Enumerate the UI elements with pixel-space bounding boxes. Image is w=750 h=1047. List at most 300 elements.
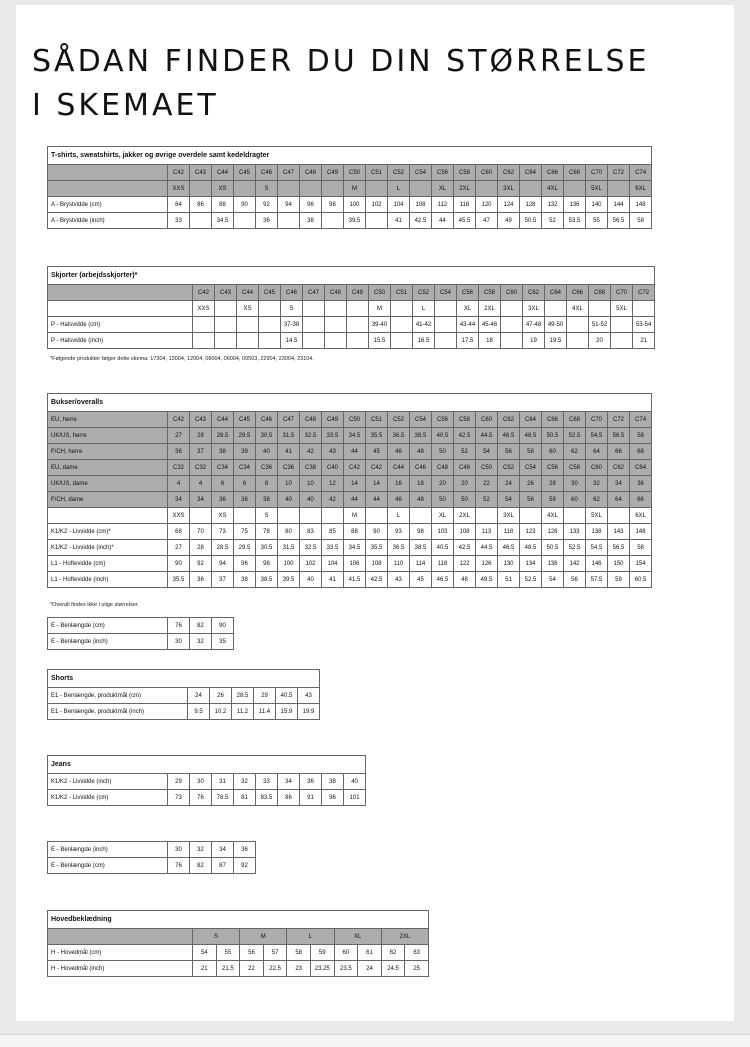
table-cell: C68 bbox=[589, 285, 611, 301]
table-cell bbox=[520, 508, 542, 524]
table-cell: 28.5 bbox=[212, 540, 234, 556]
table-cell: C68 bbox=[564, 412, 586, 428]
row-label: K1/K2 - Livvidde (cm)* bbox=[48, 524, 168, 540]
table-cell: 41 bbox=[388, 213, 410, 229]
table-cell: 58 bbox=[630, 428, 652, 444]
table-cell bbox=[391, 333, 413, 349]
table-row bbox=[48, 476, 652, 492]
table-cell: C48 bbox=[432, 460, 454, 476]
table-cell: C48 bbox=[454, 460, 476, 476]
table-row bbox=[48, 961, 429, 977]
table-cell: 114 bbox=[410, 556, 432, 572]
headwear-table bbox=[47, 910, 429, 977]
table-row bbox=[48, 945, 429, 961]
table-cell: 33 bbox=[168, 213, 190, 229]
table-cell: 2XL bbox=[479, 301, 501, 317]
table-cell: C60 bbox=[501, 285, 523, 301]
table-cell: 90 bbox=[366, 524, 388, 540]
table-cell: 15.5 bbox=[369, 333, 391, 349]
table-cell bbox=[322, 213, 344, 229]
table-cell: 116 bbox=[454, 197, 476, 213]
row-label: A - Brystvidde (inch) bbox=[48, 213, 168, 229]
table-cell: C42 bbox=[366, 460, 388, 476]
table-cell: 34 bbox=[168, 492, 190, 508]
table-cell: 94 bbox=[212, 556, 234, 572]
table-cell bbox=[234, 213, 256, 229]
row-label: K1/K2 - Livvidde (inch)* bbox=[48, 540, 168, 556]
table-heading-row bbox=[48, 394, 652, 412]
table-cell bbox=[611, 317, 633, 333]
table-row bbox=[48, 165, 652, 181]
table-cell: C46 bbox=[281, 285, 303, 301]
table-cell: 90 bbox=[212, 618, 234, 634]
table-cell: 104 bbox=[322, 556, 344, 572]
table-cell: C70 bbox=[586, 165, 608, 181]
table-cell: 136 bbox=[564, 197, 586, 213]
table-cell: 59 bbox=[310, 945, 334, 961]
table-cell bbox=[278, 181, 300, 197]
table-cell: C58 bbox=[454, 165, 476, 181]
table-cell: 58 bbox=[520, 444, 542, 460]
table-cell: 144 bbox=[608, 197, 630, 213]
table-cell: 23.5 bbox=[334, 961, 358, 977]
table-heading: Shorts bbox=[48, 670, 320, 688]
table-cell bbox=[303, 301, 325, 317]
table-cell: 134 bbox=[520, 556, 542, 572]
table-cell: 66 bbox=[608, 444, 630, 460]
table-cell: 58 bbox=[630, 213, 652, 229]
size-table bbox=[47, 755, 366, 806]
table-row bbox=[48, 301, 655, 317]
table-cell: C36 bbox=[256, 460, 278, 476]
table-cell: 51-52 bbox=[589, 317, 611, 333]
table-cell: 64 bbox=[608, 492, 630, 508]
table-cell: 40.5 bbox=[432, 540, 454, 556]
table-heading-row bbox=[48, 756, 366, 774]
table-cell: 34 bbox=[278, 774, 300, 790]
row-label: E - Benlængde (cm) bbox=[48, 618, 168, 634]
table-cell: C43 bbox=[190, 165, 212, 181]
table-row bbox=[48, 524, 652, 540]
table-cell: 56.5 bbox=[608, 540, 630, 556]
size-header-cell: L bbox=[287, 929, 334, 945]
table-cell bbox=[347, 301, 369, 317]
table-cell bbox=[215, 317, 237, 333]
table-cell: 57 bbox=[263, 945, 287, 961]
table-cell: C47 bbox=[278, 412, 300, 428]
shirts-table bbox=[47, 266, 655, 349]
page-title bbox=[32, 40, 649, 128]
table-cell bbox=[193, 333, 215, 349]
table-cell: 38.5 bbox=[410, 428, 432, 444]
table-cell: C44 bbox=[212, 165, 234, 181]
table-cell: C66 bbox=[542, 412, 564, 428]
table-cell: C66 bbox=[542, 165, 564, 181]
table-cell: 52 bbox=[454, 444, 476, 460]
table-cell: 4XL bbox=[567, 301, 589, 317]
table-cell: 48 bbox=[454, 572, 476, 588]
table-cell: C62 bbox=[498, 412, 520, 428]
table-cell: 42.5 bbox=[410, 213, 432, 229]
table-cell: 41 bbox=[278, 444, 300, 460]
table-cell: 58 bbox=[542, 492, 564, 508]
table-cell: C52 bbox=[388, 412, 410, 428]
table-cell: 3XL bbox=[523, 301, 545, 317]
table-cell: C52 bbox=[413, 285, 435, 301]
table-cell: 22.5 bbox=[263, 961, 287, 977]
table-cell: 34.5 bbox=[212, 213, 234, 229]
table-cell: 24 bbox=[498, 476, 520, 492]
table-cell: C52 bbox=[388, 165, 410, 181]
table-cell: 48 bbox=[410, 492, 432, 508]
table-cell: C74 bbox=[630, 165, 652, 181]
table-cell bbox=[278, 213, 300, 229]
table-cell: 46.5 bbox=[498, 540, 520, 556]
table-cell: 35.5 bbox=[168, 572, 190, 588]
table-cell: C62 bbox=[608, 460, 630, 476]
table-cell: 104 bbox=[388, 197, 410, 213]
table-cell: 120 bbox=[476, 197, 498, 213]
table-cell: 84 bbox=[168, 197, 190, 213]
table-cell: M bbox=[369, 301, 391, 317]
table-cell: C42 bbox=[168, 165, 190, 181]
table-cell: 37 bbox=[212, 572, 234, 588]
table-row bbox=[48, 213, 652, 229]
row-label bbox=[48, 929, 193, 945]
table-row bbox=[48, 508, 652, 524]
table-cell: C70 bbox=[586, 412, 608, 428]
table-cell: 56 bbox=[498, 444, 520, 460]
table-cell bbox=[259, 333, 281, 349]
table-cell: 22 bbox=[476, 476, 498, 492]
row-label: L1 - Hoftevidde (inch) bbox=[48, 572, 168, 588]
size-header-cell: XL bbox=[334, 929, 381, 945]
table-cell: 62 bbox=[381, 945, 405, 961]
table-cell: 61 bbox=[358, 945, 382, 961]
table-cell bbox=[501, 317, 523, 333]
table-cell: 140 bbox=[586, 197, 608, 213]
table-cell: 138 bbox=[586, 524, 608, 540]
table-cell: C56 bbox=[432, 412, 454, 428]
table-cell bbox=[190, 181, 212, 197]
title-line-1: SÅDAN FINDER DU DIN STØRRELSE bbox=[32, 44, 650, 79]
table-cell bbox=[435, 317, 457, 333]
table-cell: 81 bbox=[234, 790, 256, 806]
table-cell: C51 bbox=[366, 165, 388, 181]
table-cell: 75 bbox=[234, 524, 256, 540]
table-cell bbox=[190, 213, 212, 229]
table-cell bbox=[391, 301, 413, 317]
table-heading: Skjorter (arbejdsskjorter)* bbox=[48, 267, 655, 285]
table-cell: 3XL bbox=[498, 508, 520, 524]
table-cell: 78.5 bbox=[212, 790, 234, 806]
table-cell: 10.2 bbox=[210, 704, 232, 720]
size-table bbox=[47, 910, 429, 977]
table-cell: 42.5 bbox=[366, 572, 388, 588]
table-cell bbox=[325, 333, 347, 349]
table-cell bbox=[545, 301, 567, 317]
table-cell: 36 bbox=[630, 476, 652, 492]
table-cell bbox=[567, 333, 589, 349]
trousers-leg-length-table bbox=[47, 617, 234, 650]
table-cell: C34 bbox=[212, 460, 234, 476]
table-cell: 2XL bbox=[454, 181, 476, 197]
table-cell: 39 bbox=[234, 444, 256, 460]
table-cell: 108 bbox=[366, 556, 388, 572]
table-cell bbox=[234, 181, 256, 197]
title-line-2: I SKEMAET bbox=[32, 88, 219, 123]
size-table bbox=[47, 617, 234, 650]
table-cell: 55 bbox=[586, 213, 608, 229]
table-cell: C60 bbox=[476, 165, 498, 181]
table-cell bbox=[193, 317, 215, 333]
table-cell: 122 bbox=[454, 556, 476, 572]
table-cell: 57.5 bbox=[586, 572, 608, 588]
jeans-leg-length-table bbox=[47, 841, 256, 874]
row-label: EU, dame bbox=[48, 460, 168, 476]
table-cell: 96 bbox=[322, 790, 344, 806]
table-cell: 36 bbox=[190, 572, 212, 588]
table-cell: 102 bbox=[300, 556, 322, 572]
table-cell: 32.5 bbox=[300, 428, 322, 444]
table-cell: 73 bbox=[168, 790, 190, 806]
table-cell bbox=[322, 508, 344, 524]
table-cell: C64 bbox=[630, 460, 652, 476]
table-cell: C36 bbox=[278, 460, 300, 476]
table-cell: 45 bbox=[410, 572, 432, 588]
table-cell: 56 bbox=[240, 945, 264, 961]
table-cell: 41 bbox=[322, 572, 344, 588]
table-cell: 18 bbox=[479, 333, 501, 349]
table-row bbox=[48, 688, 320, 704]
table-cell: 56.5 bbox=[608, 428, 630, 444]
table-cell bbox=[564, 181, 586, 197]
table-cell: 142 bbox=[564, 556, 586, 572]
table-cell: 55 bbox=[216, 945, 240, 961]
table-cell: 64 bbox=[586, 444, 608, 460]
table-cell: C62 bbox=[523, 285, 545, 301]
table-cell: 82 bbox=[190, 858, 212, 874]
row-label bbox=[48, 301, 193, 317]
table-cell: S bbox=[281, 301, 303, 317]
table-row bbox=[48, 317, 655, 333]
table-cell: C45 bbox=[259, 285, 281, 301]
table-cell: C38 bbox=[300, 460, 322, 476]
table-cell: 143 bbox=[608, 524, 630, 540]
table-cell: 101 bbox=[344, 790, 366, 806]
table-cell: C54 bbox=[410, 165, 432, 181]
table-cell: 78 bbox=[256, 524, 278, 540]
size-table bbox=[47, 669, 320, 720]
table-cell: 40.5 bbox=[432, 428, 454, 444]
table-cell: C45 bbox=[234, 165, 256, 181]
table-cell bbox=[366, 181, 388, 197]
table-cell: 54.5 bbox=[586, 428, 608, 444]
table-cell: 30 bbox=[190, 774, 212, 790]
table-cell: 130 bbox=[498, 556, 520, 572]
row-label bbox=[48, 508, 168, 524]
table-cell: 118 bbox=[498, 524, 520, 540]
table-cell: 76 bbox=[190, 790, 212, 806]
table-cell: 124 bbox=[498, 197, 520, 213]
table-cell: 60.5 bbox=[630, 572, 652, 588]
table-cell: L bbox=[413, 301, 435, 317]
table-cell: 56 bbox=[520, 492, 542, 508]
table-cell: 88 bbox=[212, 197, 234, 213]
table-cell: 92 bbox=[256, 197, 278, 213]
table-cell: C50 bbox=[476, 460, 498, 476]
table-cell: C60 bbox=[476, 412, 498, 428]
table-cell: 31.5 bbox=[278, 540, 300, 556]
table-cell: 58 bbox=[287, 945, 311, 961]
table-cell: 70 bbox=[190, 524, 212, 540]
table-cell: 133 bbox=[564, 524, 586, 540]
table-cell: 100 bbox=[344, 197, 366, 213]
table-cell: 6XL bbox=[630, 181, 652, 197]
table-cell: 30 bbox=[168, 634, 190, 650]
row-label: L1 - Hoftevidde (cm) bbox=[48, 556, 168, 572]
row-label: E1 - Benlængde, produktmål (cm) bbox=[48, 688, 188, 704]
trousers-note: *Overall findes ikke i ulige størrelser. bbox=[50, 602, 139, 608]
table-cell bbox=[303, 333, 325, 349]
table-cell bbox=[564, 508, 586, 524]
table-cell: 48.5 bbox=[520, 428, 542, 444]
table-row bbox=[48, 444, 652, 460]
table-cell: 36 bbox=[300, 774, 322, 790]
table-cell: C72 bbox=[608, 412, 630, 428]
table-cell: 48.5 bbox=[520, 540, 542, 556]
table-cell: C64 bbox=[545, 285, 567, 301]
table-cell: C72 bbox=[633, 285, 655, 301]
table-cell: 23 bbox=[287, 961, 311, 977]
table-cell: C58 bbox=[564, 460, 586, 476]
size-header-cell: S bbox=[193, 929, 240, 945]
row-label: E - Benlængde (inch) bbox=[48, 842, 168, 858]
table-cell: 150 bbox=[608, 556, 630, 572]
table-heading: Hovedbeklædning bbox=[48, 911, 429, 929]
table-cell bbox=[410, 181, 432, 197]
table-row bbox=[48, 285, 655, 301]
table-cell: C48 bbox=[325, 285, 347, 301]
table-cell: 30.5 bbox=[256, 540, 278, 556]
table-cell: XS bbox=[212, 508, 234, 524]
row-label: H - Hovedmål (inch) bbox=[48, 961, 193, 977]
table-cell: 40 bbox=[278, 492, 300, 508]
table-cell bbox=[633, 301, 655, 317]
table-cell: 40.5 bbox=[276, 688, 298, 704]
table-cell: C44 bbox=[237, 285, 259, 301]
table-cell: C46 bbox=[256, 412, 278, 428]
table-cell: 30 bbox=[168, 842, 190, 858]
table-cell bbox=[476, 181, 498, 197]
table-heading-row bbox=[48, 267, 655, 285]
table-cell bbox=[300, 508, 322, 524]
table-cell bbox=[237, 333, 259, 349]
table-cell: 138 bbox=[542, 556, 564, 572]
table-row bbox=[48, 460, 652, 476]
table-cell: M bbox=[344, 508, 366, 524]
table-cell: 4 bbox=[190, 476, 212, 492]
table-cell: 14 bbox=[366, 476, 388, 492]
table-cell: 45-46 bbox=[479, 317, 501, 333]
table-cell: C72 bbox=[608, 165, 630, 181]
table-cell: 28 bbox=[190, 428, 212, 444]
table-cell: 46.5 bbox=[498, 428, 520, 444]
table-cell: C42 bbox=[193, 285, 215, 301]
table-cell: 6 bbox=[234, 476, 256, 492]
table-cell: 132 bbox=[542, 197, 564, 213]
table-cell: 20 bbox=[454, 476, 476, 492]
table-cell: 3XL bbox=[498, 181, 520, 197]
table-cell: 8 bbox=[256, 476, 278, 492]
table-cell: 10 bbox=[278, 476, 300, 492]
table-cell: 5XL bbox=[586, 181, 608, 197]
table-cell: 24 bbox=[358, 961, 382, 977]
table-cell: 34.5 bbox=[344, 428, 366, 444]
table-row bbox=[48, 181, 652, 197]
table-cell: 48 bbox=[410, 444, 432, 460]
table-cell: 40 bbox=[256, 444, 278, 460]
table-cell: 49-50 bbox=[545, 317, 567, 333]
row-label: UK/US, herre bbox=[48, 428, 168, 444]
table-cell: C56 bbox=[542, 460, 564, 476]
table-cell: 52.5 bbox=[520, 572, 542, 588]
row-label: E1 - Benlængde, produktmål (inch) bbox=[48, 704, 188, 720]
table-cell: 21 bbox=[633, 333, 655, 349]
table-cell: 32 bbox=[234, 774, 256, 790]
table-cell: C34 bbox=[234, 460, 256, 476]
shorts-table bbox=[47, 669, 320, 720]
table-cell: 123 bbox=[520, 524, 542, 540]
table-cell: 10 bbox=[300, 476, 322, 492]
table-cell: C47 bbox=[278, 165, 300, 181]
table-cell: 62 bbox=[586, 492, 608, 508]
table-cell bbox=[215, 333, 237, 349]
table-cell: 43 bbox=[388, 572, 410, 588]
table-cell: 27 bbox=[168, 428, 190, 444]
table-cell: 128 bbox=[542, 524, 564, 540]
table-cell bbox=[190, 508, 212, 524]
row-label: P - Halsvidde (cm) bbox=[48, 317, 193, 333]
table-cell: XXS bbox=[168, 508, 190, 524]
table-cell: 83.5 bbox=[256, 790, 278, 806]
table-cell: 113 bbox=[476, 524, 498, 540]
table-row bbox=[48, 412, 652, 428]
table-cell: 24 bbox=[188, 688, 210, 704]
table-cell: 5XL bbox=[611, 301, 633, 317]
table-cell: C46 bbox=[256, 165, 278, 181]
table-cell: C45 bbox=[234, 412, 256, 428]
table-cell: 31.5 bbox=[278, 428, 300, 444]
table-cell: 112 bbox=[432, 197, 454, 213]
table-cell: 40 bbox=[344, 774, 366, 790]
table-cell bbox=[347, 333, 369, 349]
table-cell: XS bbox=[237, 301, 259, 317]
table-cell: 35.5 bbox=[366, 428, 388, 444]
table-cell: 35.5 bbox=[366, 540, 388, 556]
table-cell: 4XL bbox=[542, 181, 564, 197]
table-cell: 14.5 bbox=[281, 333, 303, 349]
table-cell: 34 bbox=[190, 492, 212, 508]
table-cell bbox=[347, 317, 369, 333]
row-label: E - Benlængde (cm) bbox=[48, 858, 168, 874]
table-cell: M bbox=[344, 181, 366, 197]
table-cell: 53.5 bbox=[564, 213, 586, 229]
table-cell: 25 bbox=[405, 961, 429, 977]
table-cell: 50 bbox=[432, 492, 454, 508]
table-cell: 90 bbox=[168, 556, 190, 572]
table-cell: 96 bbox=[234, 556, 256, 572]
